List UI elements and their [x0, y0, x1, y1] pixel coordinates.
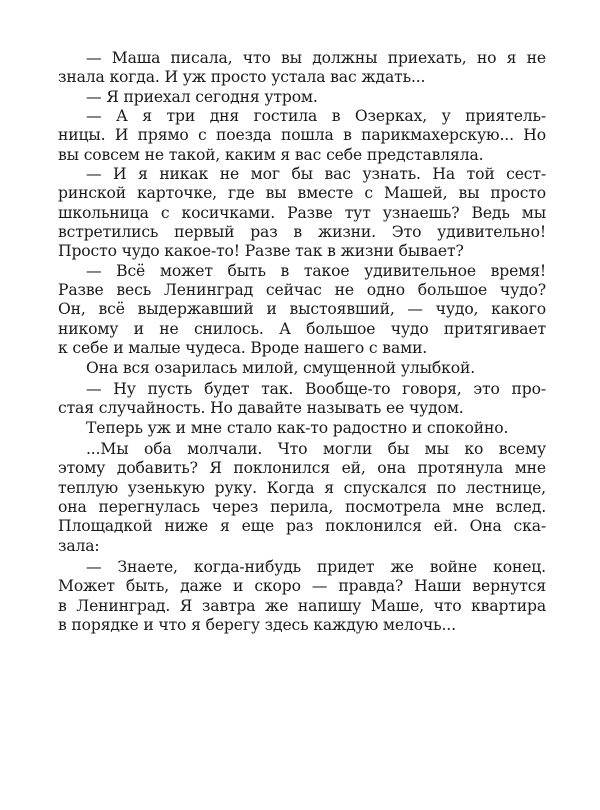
paragraph — [58, 380, 546, 419]
text-line: ринской карточке, где вы вместе с Машей, вы просто — [58, 184, 546, 203]
text-line: теплую узенькую руку. Когда я спускался по лестнице, — [58, 478, 546, 497]
text-line: Может быть, даже и скоро — правда? Наши вернутся — [58, 577, 546, 596]
text-line: — А я три дня гостила в Озерках, у приятель- — [86, 107, 546, 126]
text-line: — Знаете, когда-нибудь придет же войне конец. — [86, 557, 546, 576]
text-line: Разве весь Ленинград сейчас не одно большое чудо? — [58, 281, 546, 300]
page-body-text — [58, 49, 546, 635]
paragraph — [58, 165, 546, 262]
paragraph — [58, 440, 546, 556]
text-line: знала когда. И уж просто устала вас ждать... — [58, 68, 426, 87]
text-line: зала: — [58, 536, 100, 555]
text-line: — И я никак не мог бы вас узнать. На той сест- — [86, 165, 546, 184]
text-line: никому и не снилось. А большое чудо притягивает — [58, 319, 546, 338]
text-line: Просто чудо какое-то! Разве так в жизни бывает? — [58, 242, 464, 261]
text-line: ...Мы оба молчали. Что могли бы мы ко всему — [86, 439, 546, 458]
text-line: этому добавить? Я поклонился ей, она протянула мне — [58, 459, 546, 478]
text-line: стая случайность. Но давайте называть ее чудом. — [58, 399, 464, 418]
text-line: в Ленинград. Я завтра же напишу Маше, что квартира — [58, 596, 546, 615]
paragraph — [58, 558, 546, 635]
paragraph — [58, 262, 546, 359]
text-line: к себе и малые чудеса. Вроде нашего с вами. — [58, 339, 428, 358]
text-line: Площадкой ниже я еще раз поклонился ей. Она ска- — [58, 517, 546, 536]
text-line: — Я приехал сегодня утром. — [86, 87, 318, 106]
text-line: — Ну пусть будет так. Вообще-то говоря, это про- — [86, 379, 546, 398]
text-line: Он, всё выдержавший и выстоявший, — чудо, какого — [58, 300, 546, 319]
text-line: Она вся озарилась милой, смущенной улыбкой. — [86, 358, 476, 377]
text-line: она перегнулась через перила, посмотрела мне вслед. — [58, 497, 546, 516]
text-line: — Всё может быть в такое удивительное время! — [86, 261, 546, 280]
paragraph — [58, 107, 546, 165]
paragraph — [58, 359, 546, 378]
text-line: встретились первый раз в жизни. Это удивительно! — [58, 223, 546, 242]
paragraph — [58, 419, 546, 438]
text-line: школьница с косичками. Разве тут узнаешь? Ведь мы — [58, 203, 546, 222]
text-line: — Маша писала, что вы должны приехать, но я не — [86, 49, 546, 67]
text-line: в порядке и что я берегу здесь каждую мелочь... — [58, 615, 456, 634]
text-line: Теперь уж и мне стало как-то радостно и спокойно. — [86, 418, 509, 437]
text-line: вы совсем не такой, каким я вас себе представляла. — [58, 145, 484, 164]
paragraph — [58, 49, 546, 88]
text-line: ницы. И прямо с поезда пошла в парикмахерскую... Но — [58, 126, 546, 145]
paragraph — [58, 88, 546, 107]
